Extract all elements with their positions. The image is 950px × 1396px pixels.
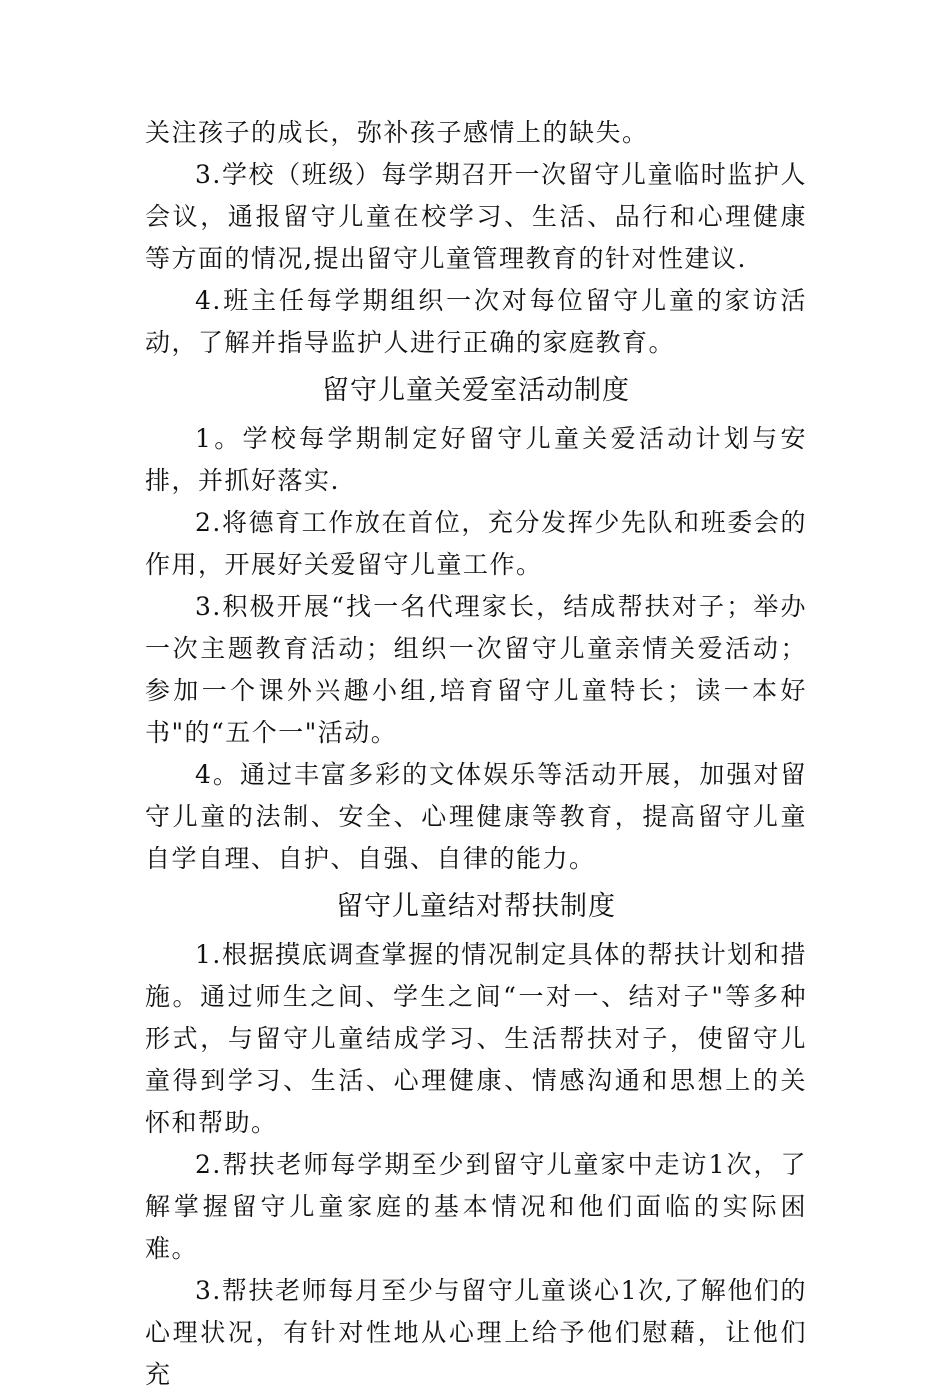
paragraph-item-3: 3.学校（班级）每学期召开一次留守儿童临时监护人会议，通报留守儿童在校学习、生活、品行和心理健康等方面的情况,提出留守儿童管理教育的针对性建议. xyxy=(145,160,807,273)
paragraph-item-2: 2.帮扶老师每学期至少到留守儿童家中走访1次，了解掌握留守儿童家庭的基本情况和他们面临的实际困难。 xyxy=(145,1150,807,1263)
paragraph-item-3: 3.帮扶老师每月至少与留守儿童谈心1次,了解他们的心理状况，有针对性地从心理上给予他们慰藉，让他们充 xyxy=(145,1276,807,1389)
paragraph-item-2: 2.将德育工作放在首位，充分发挥少先队和班委会的作用，开展好关爱留守儿童工作。 xyxy=(145,508,807,579)
paragraph-item-1: 1.根据摸底调查掌握的情况制定具体的帮扶计划和措施。通过师生之间、学生之间“一对一、结对子"等多种形式，与留守儿童结成学习、生活帮扶对子，使留守儿童得到学习、生活、心理健康、情感沟通和思想上的关怀和帮助。 xyxy=(145,940,807,1137)
paragraph-item-4: 4.班主任每学期组织一次对每位留守儿童的家访活动，了解并指导监护人进行正确的家庭教育。 xyxy=(145,286,807,357)
paragraph-item-3: 3.积极开展“找一名代理家长，结成帮扶对子；举办一次主题教育活动；组织一次留守儿童亲情关爱活动；参加一个课外兴趣小组,培育留守儿童特长；读一本好书"的“五个一"活动。 xyxy=(145,592,807,747)
document-body xyxy=(145,112,807,1396)
paragraph-item-1: 1。学校每学期制定好留守儿童关爱活动计划与安排，并抓好落实. xyxy=(145,424,807,495)
section-title-pairing-support: 留守儿童结对帮扶制度 xyxy=(336,891,616,922)
paragraph-item-4: 4。通过丰富多彩的文体娱乐等活动开展，加强对留守儿童的法制、安全、心理健康等教育，提高留守儿童自学自理、自护、自强、自律的能力。 xyxy=(145,760,807,873)
paragraph-continuation: 关注孩子的成长，弥补孩子感情上的缺失。 xyxy=(145,118,649,147)
section-title-care-room: 留守儿童关爱室活动制度 xyxy=(322,375,630,406)
